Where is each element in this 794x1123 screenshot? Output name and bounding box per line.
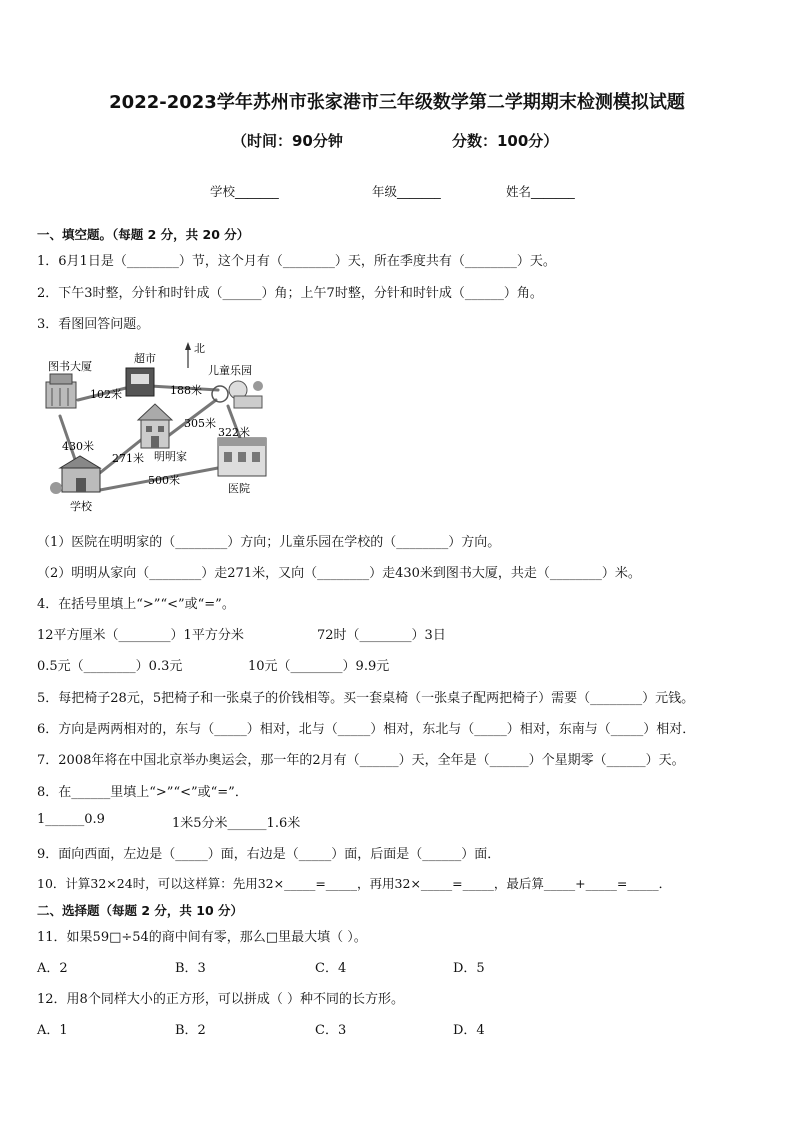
- question-11: 11．如果59□÷54的商中间有零，那么□里最大填（ ）。: [37, 930, 367, 945]
- exam-score: 分数：100分）: [452, 132, 559, 150]
- map-label-north: 北: [194, 342, 205, 355]
- question-7: 7．2008年将在中国北京举办奥运会，那一年的2月有（______）天，全年是（______）个星期零（______）天。: [37, 753, 685, 768]
- page-title: 2022-2023学年苏州市张家港市三年级数学第二学期期末检测模拟试题: [109, 92, 685, 113]
- library-building-icon: [46, 374, 76, 408]
- map-figure: [38, 338, 278, 513]
- question-4-item-b: 72时（________）3日: [317, 628, 446, 643]
- question-4-item-d: 10元（________）9.9元: [248, 659, 390, 674]
- question-4: 4．在括号里填上“>”“<”或“=”。: [37, 597, 235, 612]
- question-11-option-d[interactable]: D．5: [453, 961, 485, 976]
- question-12-option-a[interactable]: A．1: [37, 1023, 68, 1038]
- section-choice-heading: 二、选择题（每题 2 分，共 10 分）: [37, 903, 244, 918]
- question-8: 8．在______里填上“>”“<”或“=”．: [37, 785, 248, 800]
- section-fill-heading: 一、填空题。（每题 2 分，共 20 分）: [37, 227, 250, 242]
- map-label-home: 明明家: [154, 450, 187, 463]
- distance-label: 430米: [62, 440, 94, 453]
- question-12-option-b[interactable]: B．2: [175, 1023, 206, 1038]
- name-field[interactable]: 姓名_______: [506, 184, 575, 199]
- distance-label: 305米: [184, 417, 216, 430]
- question-5: 5．每把椅子28元，5把椅子和一张桌子的价钱相等。买一套桌椅（一张桌子配两把椅子）需要（________）元钱。: [37, 691, 695, 706]
- question-11-option-b[interactable]: B．3: [175, 961, 206, 976]
- question-8-item-b: 1米5分米______1.6米: [172, 816, 301, 831]
- question-11-option-a[interactable]: A．2: [37, 961, 68, 976]
- question-3-part-2: （2）明明从家向（________）走271米，又向（________）走430米到图书大厦，共走（________）米。: [37, 566, 641, 581]
- distance-label: 322米: [218, 426, 250, 439]
- question-12-option-d[interactable]: D．4: [453, 1023, 485, 1038]
- park-icon: [212, 381, 263, 408]
- question-4-item-a: 12平方厘米（________）1平方分米: [37, 628, 244, 643]
- question-3-part-1: （1）医院在明明家的（________）方向；儿童乐园在学校的（________）方向。: [37, 535, 501, 550]
- question-3: 3．看图回答问题。: [37, 317, 150, 332]
- question-8-item-a: 1______0.9: [37, 812, 105, 827]
- home-building-icon: [138, 404, 172, 448]
- exam-time: （时间：90分钟: [232, 132, 343, 150]
- map-label-supermarket: 超市: [134, 352, 156, 365]
- question-6: 6．方向是两两相对的，东与（_____）相对，北与（_____）相对，东北与（_____）相对，东南与（_____）相对．: [37, 722, 696, 737]
- school-field[interactable]: 学校_______: [210, 184, 279, 199]
- question-9: 9．面向西面，左边是（_____）面，右边是（_____）面，后面是（______）面．: [37, 847, 501, 862]
- grade-field[interactable]: 年级_______: [372, 184, 441, 199]
- question-4-item-c: 0.5元（________）0.3元: [37, 659, 183, 674]
- distance-label: 102米: [90, 388, 122, 401]
- question-12: 12．用8个同样大小的正方形，可以拼成（ ）种不同的长方形。: [37, 992, 404, 1007]
- map-label-library: 图书大厦: [48, 360, 92, 373]
- question-2: 2．下午3时整，分针和时针成（______）角；上午7时整，分针和时针成（______）角。: [37, 286, 543, 301]
- supermarket-building-icon: [126, 368, 154, 396]
- question-10: 10．计算32×24时，可以这样算：先用32×_____=_____，再用32×_____=_____，最后算_____+_____=_____．: [37, 876, 672, 891]
- map-label-school: 学校: [70, 500, 92, 513]
- distance-label: 500米: [148, 474, 180, 487]
- north-arrow-icon: [185, 342, 191, 368]
- question-11-option-c[interactable]: C．4: [315, 961, 347, 976]
- question-1: 1．6月1日是（________）节，这个月有（________）天，所在季度共有（________）天。: [37, 254, 556, 269]
- question-12-option-c[interactable]: C．3: [315, 1023, 347, 1038]
- school-building-icon: [50, 456, 100, 494]
- map-label-hospital: 医院: [228, 482, 250, 495]
- map-label-park: 儿童乐园: [208, 364, 252, 377]
- distance-label: 188米: [170, 384, 202, 397]
- distance-label: 271米: [112, 452, 144, 465]
- hospital-building-icon: [218, 438, 266, 476]
